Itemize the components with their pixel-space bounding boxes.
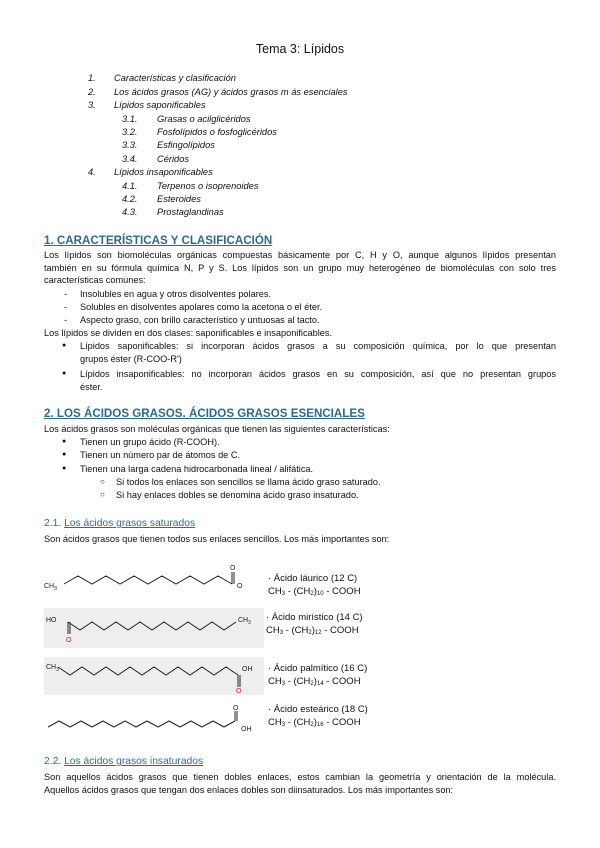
- text-line: también en su fórmula química N, P y S. Los lípidos son un grupo muy heterogéneo de biomoléculas con solo tres: [44, 262, 556, 273]
- toc-num: 4.3.: [122, 207, 138, 217]
- text-line: Son aquellos ácidos grasos que tienen dobles enlaces, estos cambian la geometría y orientación de la molécula.: [44, 772, 556, 782]
- toc-num: 3.2.: [122, 127, 138, 137]
- list-item: Lípidos saponificables: si incorporan ácidos grasos a su composición química, por lo que presentan: [80, 341, 556, 351]
- bullet-marker: ●: [62, 451, 67, 458]
- methyl-label: $CH_3$: [238, 617, 251, 626]
- bullet-marker: ●: [62, 342, 67, 349]
- acid-name: · Ácido palmítico (16 C): [268, 663, 368, 674]
- toc-item: Prostaglandinas: [157, 207, 224, 217]
- toc-item: Terpenos o isoprenoides: [157, 181, 259, 191]
- toc-item: Lípidos saponificables: [114, 100, 206, 110]
- section-1-paragraph-2: Los lípidos se dividen en dos clases: saponificables e insaponificables.: [44, 328, 333, 338]
- dash-marker: -: [64, 289, 68, 299]
- palmitic-acid-structure: [44, 657, 264, 695]
- list-item: Insolubles en agua y otros disolventes polares.: [80, 289, 272, 299]
- acid-formula: $CH_3 - (CH_2)_{12}$ - COOH: [266, 624, 359, 636]
- section-number: 2.: [44, 407, 54, 420]
- toc-num: 1.: [88, 73, 96, 83]
- section-2-intro: Los ácidos grasos son moléculas orgánicas que tienen las siguientes características:: [44, 424, 390, 434]
- toc-num: 4.2.: [122, 194, 138, 204]
- section-2-1-heading: [44, 518, 195, 529]
- acid-lauric: [268, 573, 361, 600]
- list-item: Aspecto graso, con brillo característico y untuosas al tacto.: [80, 315, 320, 325]
- list-item: Tienen un grupo ácido (R-COOH).: [80, 437, 220, 447]
- section-2-2-heading: [44, 756, 203, 767]
- toc-item: Fosfolípidos o fosfoglicéridos: [157, 127, 277, 137]
- list-item: Tienen un número par de átomos de C.: [80, 450, 241, 460]
- list-item: Si todos los enlaces son sencillos se llama ácido graso saturado.: [116, 477, 381, 487]
- section-title: LOS ÁCIDOS GRASOS. ÁCIDOS GRASOS ESENCIALES: [56, 407, 365, 420]
- toc-item: Los ácidos grasos (AG) y ácidos grasos m ás esenciales: [114, 87, 348, 97]
- acid-stearic: [268, 704, 368, 731]
- toc-num: 3.4.: [122, 154, 138, 164]
- acid-formula: $CH_3 - (CH_2)_{14}$ - COOH: [268, 675, 361, 687]
- methyl-label: $CH_3$: [46, 664, 59, 673]
- section-2-2-paragraph: [44, 771, 556, 796]
- oxygen-label: O: [236, 688, 242, 695]
- sub-bullet-marker: ○: [100, 490, 105, 499]
- dash-marker: -: [64, 302, 68, 312]
- oxygen-label: O: [230, 565, 236, 572]
- list-item: Si hay enlaces dobles se denomina ácido graso insaturado.: [116, 490, 359, 500]
- list-item: Lípidos insaponificables: no incorporan ácidos grasos en su composición, así que no presentan grupos: [80, 369, 556, 379]
- toc-item: Esteroides: [157, 194, 201, 204]
- toc-item: Céridos: [157, 154, 190, 164]
- section-number: 2.2.: [44, 756, 62, 767]
- toc-num: 3.: [88, 100, 96, 110]
- text-line: Aquellos ácidos grasos que tengan dos enlaces dobles son diinsaturados. Los más importantes son:: [44, 784, 454, 795]
- myristic-acid-structure: [44, 608, 264, 648]
- acid-palmitic: [268, 663, 367, 690]
- section-1-paragraph: [44, 249, 556, 287]
- methyl-label: $CH_3$: [44, 583, 57, 592]
- toc-num: 3.1.: [122, 114, 138, 124]
- text-line: características comunes:: [44, 275, 146, 286]
- bullet-marker: ●: [62, 438, 67, 445]
- toc-num: 4.1.: [122, 181, 138, 191]
- section-number: 1.: [44, 234, 54, 247]
- toc-num: 2.: [88, 87, 96, 97]
- acid-formula: $CH_3 - (CH_2)_{16}$ - COOH: [268, 716, 361, 728]
- table-of-contents: [0, 0, 600, 230]
- section-title: Los ácidos grasos insaturados: [64, 756, 204, 767]
- section-2-1-intro: Son ácidos grasos que tienen todos sus enlaces sencillos. Los más importantes son:: [44, 534, 390, 544]
- acid-name: · Ácido esteárico (18 C): [268, 704, 368, 715]
- section-1-heading: [44, 234, 272, 247]
- acid-name: · Ácido mirístico (14 C): [266, 612, 363, 623]
- carbon-chain: [64, 576, 232, 584]
- oxygen-label: O: [237, 583, 243, 590]
- toc-item: Lípidos insaponificables: [114, 167, 213, 177]
- stearic-acid-structure: [44, 705, 264, 741]
- list-item: Solubles en disolventes apolares como la acetona o el éter.: [80, 302, 323, 312]
- oxygen-label: O: [66, 637, 72, 644]
- lauric-acid-structure: [44, 560, 264, 600]
- hydroxyl-label: HO: [46, 617, 57, 624]
- section-2-heading: [44, 407, 365, 420]
- toc-item: Grasas o acilglicéridos: [157, 114, 251, 124]
- bullet-marker: ●: [62, 370, 67, 377]
- page-title: Tema 3: Lípidos: [255, 42, 345, 56]
- acid-name: · Ácido láurico (12 C): [268, 573, 358, 584]
- toc-item: Esfingolípidos: [157, 140, 215, 150]
- dash-marker: -: [64, 315, 68, 325]
- list-item: grupos éster (R-COO-R'): [80, 354, 182, 364]
- hydroxyl-label: OH: [242, 666, 253, 673]
- acid-formula: $CH_3 - (CH_2)_{10}$ - COOH: [268, 585, 361, 597]
- section-title: Los ácidos grasos saturados: [64, 518, 196, 529]
- sub-bullet-marker: ○: [100, 477, 105, 486]
- section-title: CARACTERÍSTICAS Y CLASIFICACIÓN: [56, 234, 273, 247]
- hydroxyl-label: OH: [241, 726, 252, 733]
- oxygen-label: O: [233, 705, 239, 712]
- text-line: Los lípidos son biomoléculas orgánicas compuestas básicamente por C, H y O, aunque algunos lípidos presentan: [44, 250, 556, 260]
- section-number: 2.1.: [44, 518, 62, 529]
- carbon-chain: [48, 721, 235, 727]
- toc-item: Características y clasificación: [114, 73, 236, 83]
- acid-myristic: [266, 612, 363, 639]
- toc-num: 3.3.: [122, 140, 138, 150]
- list-item: Tienen una larga cadena hidrocarbonada lineal / alifática.: [80, 464, 314, 474]
- bullet-marker: ●: [62, 465, 67, 472]
- toc-num: 4.: [88, 167, 96, 177]
- list-item: éster.: [80, 382, 103, 392]
